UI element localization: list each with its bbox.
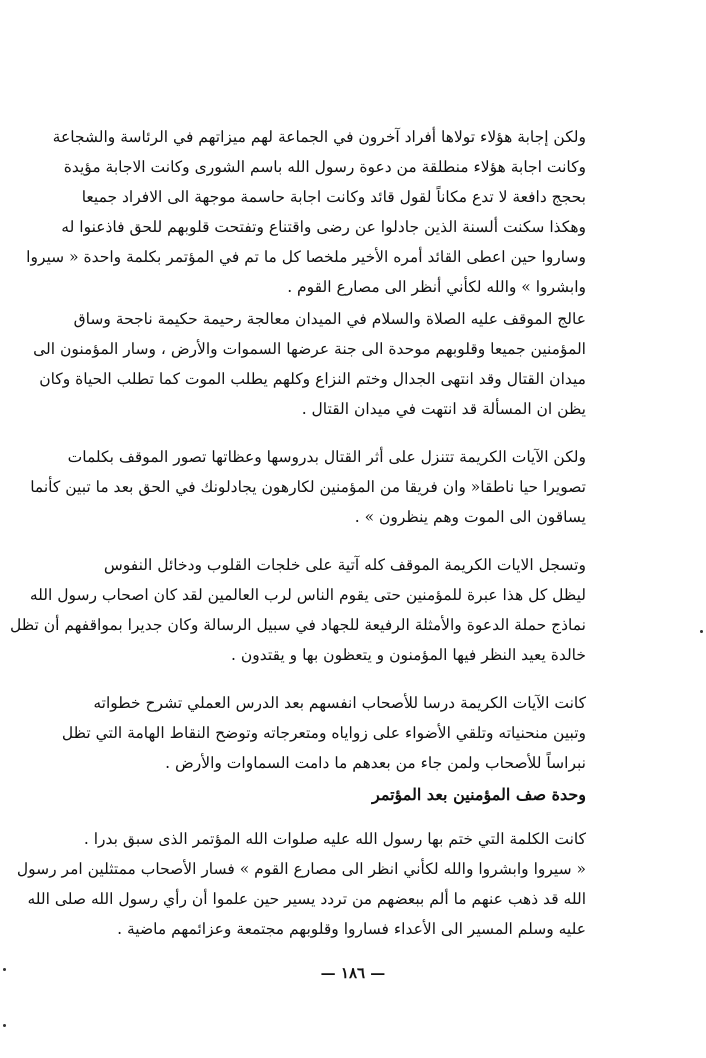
page-body	[10, 122, 586, 944]
text-line: المؤمنين جميعا وقلوبهم موحدة الى جنة عرضها السموات والأرض ، وسار المؤمنون الى	[33, 340, 586, 358]
text-line: الله قد ذهب عنهم ما ألم ببعضهم من تردد يسير حين علموا أن رأي رسول الله صلى الله	[27, 890, 586, 908]
scan-speck	[3, 1024, 6, 1027]
paragraph-4	[10, 550, 586, 670]
paragraph-last	[16, 824, 586, 944]
paragraph-5	[61, 688, 586, 778]
text-line: نماذج حملة الدعوة والأمثلة الرفيعة للجهاد في سبيل الرسالة وكان جديرا بمواقفهم أن تظل	[10, 616, 586, 634]
text-line: ميدان القتال وقد انتهى الجدال وختم النزاع وكلهم يطلب الموت كما تطلب الحياة وكان	[39, 370, 586, 388]
text-line: نبراساً للأصحاب ولمن جاء من بعدهم ما دامت السماوات والأرض .	[165, 754, 586, 772]
text-line: وكانت اجابة هؤلاء منطلقة من دعوة رسول الله باسم الشورى وكانت الاجابة مؤيدة	[63, 158, 586, 176]
text-line: عليه وسلم المسير الى الأعداء فساروا وقلوبهم مجتمعة وعزائمهم ماضية .	[117, 920, 586, 938]
text-line: ولكن الآيات الكريمة تتنزل على أثر القتال بدروسها وعظاتها تصور الموقف بكلمات	[67, 448, 586, 466]
paragraph-1	[26, 122, 586, 302]
text-line: وتبين منحنياته وتلقي الأضواء على زواياه ومتعرجاته وتوضح النقاط الهامة التي تظل	[61, 724, 586, 742]
text-line: وهكذا سكنت ألسنة الذين جادلوا عن رضى واقتناع وتفتحت قلوبهم للحق فاذعنوا له	[61, 218, 586, 236]
text-line: كانت الكلمة التي ختم بها رسول الله عليه صلوات الله المؤتمر الذى سبق بدرا .	[83, 830, 586, 848]
text-line: وتسجل الايات الكريمة الموقف كله آتية على خلجات القلوب ودخائل النفوس	[103, 556, 586, 574]
text-line: بحجج دافعة لا تدع مكاناً لقول قائد وكانت اجابة حاسمة موجهة الى الافراد جميعا	[81, 188, 586, 206]
page-number: — ١٨٦ —	[320, 964, 386, 982]
section-heading: وحدة صف المؤمنين بعد المؤتمر	[371, 785, 586, 804]
text-line: وابشروا » والله لكأني أنظر الى مصارع القوم .	[287, 278, 586, 296]
paragraph-2	[33, 304, 586, 424]
text-line: « سيروا وابشروا والله لكأني انظر الى مصارع القوم » فسار الأصحاب ممتثلين امر رسول	[16, 860, 586, 878]
text-line: خالدة يعيد النظر فيها المؤمنون و يتعظون بها و يقتدون .	[231, 646, 586, 664]
text-line: يساقون الى الموت وهم ينظرون » .	[354, 508, 586, 526]
text-line: كانت الآيات الكريمة درسا للأصحاب انفسهم بعد الدرس العملي تشرح خطواته	[93, 694, 586, 712]
scan-speck	[700, 630, 703, 633]
text-line: عالج الموقف عليه الصلاة والسلام في الميدان معالجة رحيمة حكيمة ناجحة وساق	[73, 310, 586, 328]
paragraph-3	[30, 442, 586, 532]
text-line: يظن ان المسألة قد انتهت في ميدان القتال .	[301, 400, 586, 418]
text-line: ولكن إجابة هؤلاء تولاها أفراد آخرون في الجماعة لهم ميزاتهم في الرئاسة والشجاعة	[52, 128, 586, 146]
scan-speck	[3, 968, 6, 971]
text-line: تصويرا حيا ناطقا« وان فريقا من المؤمنين لكارهون يجادلونك في الحق بعد ما تبين كأنما	[30, 478, 586, 496]
text-line: وساروا حين اعطى القائد أمره الأخير ملخصا كل ما تم في المؤتمر بكلمة واحدة « سيروا	[26, 248, 586, 266]
text-line: ليظل كل هذا عبرة للمؤمنين حتى يقوم الناس لرب العالمين لقد كان اصحاب رسول الله	[29, 586, 586, 604]
